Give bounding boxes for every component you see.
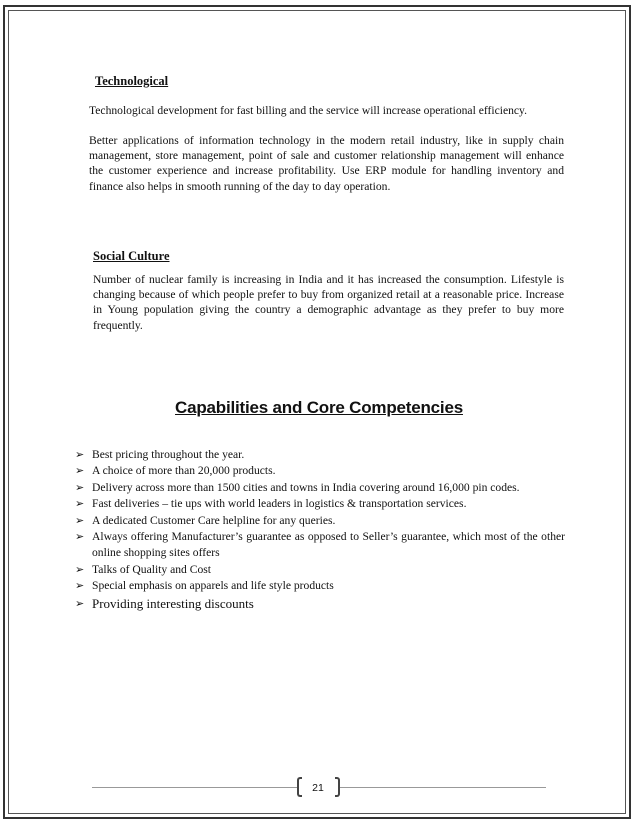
arrow-bullet-icon: ➢: [75, 596, 85, 610]
technological-line-1: Technological development for fast billing and the service will increase operational efficiency.: [89, 104, 527, 117]
list-item-text: Talks of Quality and Cost: [92, 562, 211, 576]
list-item-text: Providing interesting discounts: [92, 595, 254, 611]
list-item-text: Special emphasis on apparels and life style products: [92, 579, 334, 593]
list-item-text: A choice of more than 20,000 products.: [92, 464, 276, 478]
list-item: [75, 513, 565, 529]
technological-heading: Technological: [95, 74, 169, 88]
social-culture-paragraph: Number of nuclear family is increasing in India and it has increased the consumption. Lifestyle is changing because of which people prefer to buy from organized retail at a reasonable price. Increase in Young population giving the country a demographic advantage as they prefer to buy more frequently.: [93, 273, 564, 332]
list-item: [75, 480, 565, 496]
arrow-bullet-icon: ➢: [75, 530, 85, 544]
list-item: [75, 578, 565, 594]
arrow-bullet-icon: ➢: [75, 497, 85, 511]
list-item-text: Fast deliveries – tie ups with world leaders in logistics & transportation services.: [92, 497, 467, 511]
arrow-bullet-icon: ➢: [75, 448, 85, 461]
list-item-text: Delivery across more than 1500 cities and towns in India covering around 16,000 pin codes.: [92, 480, 520, 494]
list-item: [75, 463, 565, 479]
page-number: 21: [312, 782, 324, 794]
arrow-bullet-icon: ➢: [75, 562, 85, 576]
social-culture-heading: Social Culture: [93, 249, 170, 263]
list-item-text: A dedicated Customer Care helpline for any queries.: [92, 513, 336, 527]
arrow-bullet-icon: ➢: [75, 579, 85, 593]
footer-rule-right: [340, 787, 546, 788]
capabilities-list: [75, 447, 565, 613]
list-item-text: Best pricing throughout the year.: [92, 448, 245, 461]
list-item: [75, 447, 565, 463]
arrow-bullet-icon: ➢: [75, 480, 85, 494]
technological-line-2: Better applications of information technology in the modern retail industry, like in supply chain management, store management, point of sale and customer relationship management will enhance the customer experience and increase profitability. Use ERP module for handling inventory and finance also helps in smooth running of the day to day operation.: [89, 134, 564, 193]
footer-rule-left: [92, 787, 297, 788]
arrow-bullet-icon: ➢: [75, 464, 85, 478]
list-item: [75, 595, 565, 613]
list-item: [75, 496, 565, 512]
list-item-text: Always offering Manufacturer’s guarantee as opposed to Seller’s guarantee, which most of the other online shopping sites offers: [92, 530, 565, 560]
arrow-bullet-icon: ➢: [75, 513, 85, 527]
list-item: [75, 562, 565, 578]
capabilities-title: Capabilities and Core Competencies: [175, 398, 463, 417]
list-item: [75, 529, 565, 562]
